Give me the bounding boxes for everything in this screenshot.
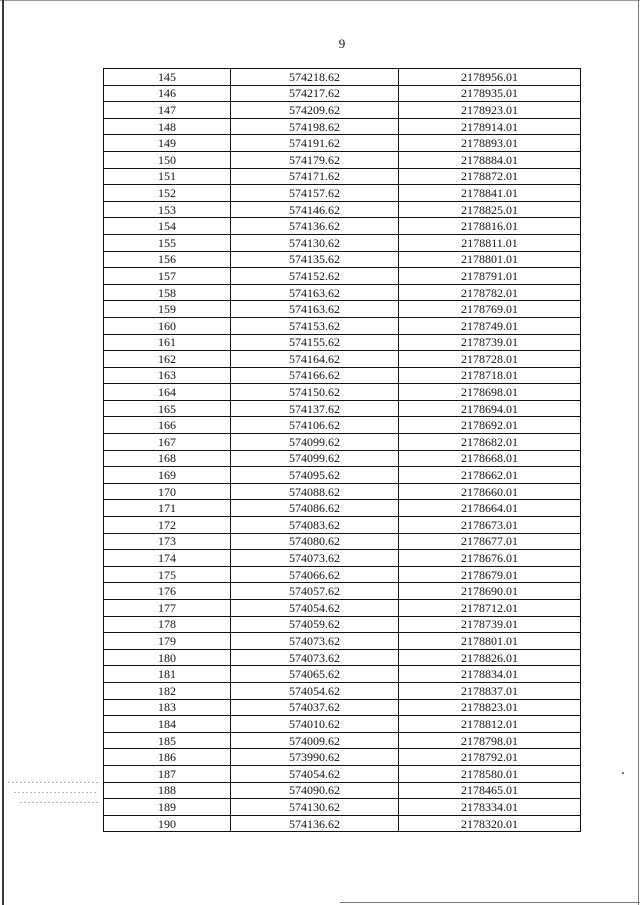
point-number-cell: 178 <box>104 616 231 633</box>
point-number-cell: 176 <box>104 583 231 600</box>
table-row <box>104 682 581 699</box>
x-coordinate-cell: 574059.62 <box>231 616 399 633</box>
x-coordinate-cell: 574135.62 <box>231 251 399 268</box>
table-row <box>104 600 581 617</box>
point-number-cell: 164 <box>104 384 231 401</box>
point-number-cell: 179 <box>104 633 231 650</box>
point-number-cell: 151 <box>104 168 231 185</box>
point-number-cell: 180 <box>104 649 231 666</box>
point-number-cell: 155 <box>104 234 231 251</box>
table-row <box>104 218 581 235</box>
table-row <box>104 749 581 766</box>
y-coordinate-cell: 2178956.01 <box>399 69 581 86</box>
y-coordinate-cell: 2178694.01 <box>399 400 581 417</box>
point-number-cell: 156 <box>104 251 231 268</box>
point-number-cell: 190 <box>104 815 231 832</box>
x-coordinate-cell: 574083.62 <box>231 517 399 534</box>
table-row <box>104 500 581 517</box>
y-coordinate-cell: 2178664.01 <box>399 500 581 517</box>
point-number-cell: 150 <box>104 151 231 168</box>
point-number-cell: 174 <box>104 550 231 567</box>
x-coordinate-cell: 574054.62 <box>231 682 399 699</box>
x-coordinate-cell: 574130.62 <box>231 234 399 251</box>
point-number-cell: 173 <box>104 533 231 550</box>
y-coordinate-cell: 2178801.01 <box>399 633 581 650</box>
x-coordinate-cell: 574198.62 <box>231 118 399 135</box>
x-coordinate-cell: 574152.62 <box>231 268 399 285</box>
x-coordinate-cell: 574010.62 <box>231 716 399 733</box>
table-row <box>104 185 581 202</box>
y-coordinate-cell: 2178884.01 <box>399 151 581 168</box>
x-coordinate-cell: 574153.62 <box>231 317 399 334</box>
table-row <box>104 434 581 451</box>
table-row <box>104 483 581 500</box>
table-row <box>104 384 581 401</box>
table-row <box>104 732 581 749</box>
y-coordinate-cell: 2178893.01 <box>399 135 581 152</box>
x-coordinate-cell: 574086.62 <box>231 500 399 517</box>
y-coordinate-cell: 2178334.01 <box>399 799 581 816</box>
y-coordinate-cell: 2178320.01 <box>399 815 581 832</box>
table-row <box>104 400 581 417</box>
table-row <box>104 317 581 334</box>
table-row <box>104 334 581 351</box>
x-coordinate-cell: 574073.62 <box>231 550 399 567</box>
x-coordinate-cell: 574137.62 <box>231 400 399 417</box>
point-number-cell: 165 <box>104 400 231 417</box>
scan-artifact <box>14 792 98 793</box>
x-coordinate-cell: 574073.62 <box>231 649 399 666</box>
y-coordinate-cell: 2178698.01 <box>399 384 581 401</box>
y-coordinate-cell: 2178798.01 <box>399 732 581 749</box>
point-number-cell: 167 <box>104 434 231 451</box>
table-row <box>104 533 581 550</box>
point-number-cell: 160 <box>104 317 231 334</box>
x-coordinate-cell: 574130.62 <box>231 799 399 816</box>
x-coordinate-cell: 574150.62 <box>231 384 399 401</box>
table-row <box>104 69 581 86</box>
point-number-cell: 161 <box>104 334 231 351</box>
x-coordinate-cell: 574037.62 <box>231 699 399 716</box>
point-number-cell: 185 <box>104 732 231 749</box>
y-coordinate-cell: 2178782.01 <box>399 284 581 301</box>
point-number-cell: 163 <box>104 367 231 384</box>
point-number-cell: 175 <box>104 566 231 583</box>
x-coordinate-cell: 574217.62 <box>231 85 399 102</box>
table-row <box>104 450 581 467</box>
point-number-cell: 169 <box>104 467 231 484</box>
point-number-cell: 159 <box>104 301 231 318</box>
y-coordinate-cell: 2178676.01 <box>399 550 581 567</box>
y-coordinate-cell: 2178690.01 <box>399 583 581 600</box>
y-coordinate-cell: 2178792.01 <box>399 749 581 766</box>
y-coordinate-cell: 2178837.01 <box>399 682 581 699</box>
table-row <box>104 85 581 102</box>
y-coordinate-cell: 2178679.01 <box>399 566 581 583</box>
y-coordinate-cell: 2178823.01 <box>399 699 581 716</box>
y-coordinate-cell: 2178660.01 <box>399 483 581 500</box>
table-row <box>104 301 581 318</box>
table-row <box>104 251 581 268</box>
table-row <box>104 583 581 600</box>
y-coordinate-cell: 2178739.01 <box>399 334 581 351</box>
x-coordinate-cell: 574163.62 <box>231 301 399 318</box>
x-coordinate-cell: 574209.62 <box>231 102 399 119</box>
y-coordinate-cell: 2178712.01 <box>399 600 581 617</box>
table-row <box>104 135 581 152</box>
point-number-cell: 187 <box>104 765 231 782</box>
point-number-cell: 184 <box>104 716 231 733</box>
x-coordinate-cell: 574164.62 <box>231 351 399 368</box>
table-row <box>104 417 581 434</box>
table-row <box>104 102 581 119</box>
table-row <box>104 517 581 534</box>
x-coordinate-cell: 574054.62 <box>231 600 399 617</box>
x-coordinate-cell: 574099.62 <box>231 450 399 467</box>
point-number-cell: 181 <box>104 666 231 683</box>
point-number-cell: 157 <box>104 268 231 285</box>
x-coordinate-cell: 574009.62 <box>231 732 399 749</box>
table-row <box>104 168 581 185</box>
point-number-cell: 158 <box>104 284 231 301</box>
y-coordinate-cell: 2178580.01 <box>399 765 581 782</box>
x-coordinate-cell: 574080.62 <box>231 533 399 550</box>
x-coordinate-cell: 574179.62 <box>231 151 399 168</box>
table-row <box>104 234 581 251</box>
table-row <box>104 550 581 567</box>
table-row <box>104 782 581 799</box>
y-coordinate-cell: 2178739.01 <box>399 616 581 633</box>
y-coordinate-cell: 2178728.01 <box>399 351 581 368</box>
y-coordinate-cell: 2178812.01 <box>399 716 581 733</box>
y-coordinate-cell: 2178749.01 <box>399 317 581 334</box>
y-coordinate-cell: 2178825.01 <box>399 201 581 218</box>
point-number-cell: 154 <box>104 218 231 235</box>
x-coordinate-cell: 574155.62 <box>231 334 399 351</box>
point-number-cell: 171 <box>104 500 231 517</box>
point-number-cell: 146 <box>104 85 231 102</box>
y-coordinate-cell: 2178677.01 <box>399 533 581 550</box>
scan-speck <box>622 772 624 774</box>
table-row <box>104 151 581 168</box>
x-coordinate-cell: 574054.62 <box>231 765 399 782</box>
y-coordinate-cell: 2178791.01 <box>399 268 581 285</box>
point-number-cell: 186 <box>104 749 231 766</box>
table-row <box>104 666 581 683</box>
y-coordinate-cell: 2178673.01 <box>399 517 581 534</box>
x-coordinate-cell: 574106.62 <box>231 417 399 434</box>
table-row <box>104 118 581 135</box>
x-coordinate-cell: 574166.62 <box>231 367 399 384</box>
y-coordinate-cell: 2178668.01 <box>399 450 581 467</box>
y-coordinate-cell: 2178801.01 <box>399 251 581 268</box>
x-coordinate-cell: 574136.62 <box>231 218 399 235</box>
y-coordinate-cell: 2178826.01 <box>399 649 581 666</box>
x-coordinate-cell: 574099.62 <box>231 434 399 451</box>
point-number-cell: 189 <box>104 799 231 816</box>
x-coordinate-cell: 574066.62 <box>231 566 399 583</box>
table-row <box>104 467 581 484</box>
table-row <box>104 815 581 832</box>
x-coordinate-cell: 574191.62 <box>231 135 399 152</box>
point-number-cell: 183 <box>104 699 231 716</box>
table-row <box>104 351 581 368</box>
scan-edge-left <box>2 0 4 905</box>
x-coordinate-cell: 574157.62 <box>231 185 399 202</box>
y-coordinate-cell: 2178718.01 <box>399 367 581 384</box>
coordinates-table-body <box>104 69 581 832</box>
x-coordinate-cell: 574090.62 <box>231 782 399 799</box>
y-coordinate-cell: 2178923.01 <box>399 102 581 119</box>
table-row <box>104 367 581 384</box>
y-coordinate-cell: 2178841.01 <box>399 185 581 202</box>
point-number-cell: 168 <box>104 450 231 467</box>
point-number-cell: 152 <box>104 185 231 202</box>
point-number-cell: 149 <box>104 135 231 152</box>
table-row <box>104 284 581 301</box>
y-coordinate-cell: 2178692.01 <box>399 417 581 434</box>
point-number-cell: 145 <box>104 69 231 86</box>
y-coordinate-cell: 2178935.01 <box>399 85 581 102</box>
point-number-cell: 172 <box>104 517 231 534</box>
x-coordinate-cell: 574171.62 <box>231 168 399 185</box>
x-coordinate-cell: 574163.62 <box>231 284 399 301</box>
point-number-cell: 166 <box>104 417 231 434</box>
scan-artifact <box>20 802 98 803</box>
y-coordinate-cell: 2178914.01 <box>399 118 581 135</box>
coordinates-table <box>103 68 581 832</box>
x-coordinate-cell: 574136.62 <box>231 815 399 832</box>
x-coordinate-cell: 574218.62 <box>231 69 399 86</box>
point-number-cell: 153 <box>104 201 231 218</box>
table-row <box>104 799 581 816</box>
x-coordinate-cell: 574057.62 <box>231 583 399 600</box>
scan-edge-top <box>0 0 640 1</box>
scan-edge-bottom <box>340 902 640 903</box>
x-coordinate-cell: 574146.62 <box>231 201 399 218</box>
table-row <box>104 699 581 716</box>
point-number-cell: 162 <box>104 351 231 368</box>
point-number-cell: 177 <box>104 600 231 617</box>
point-number-cell: 147 <box>104 102 231 119</box>
point-number-cell: 182 <box>104 682 231 699</box>
x-coordinate-cell: 574095.62 <box>231 467 399 484</box>
x-coordinate-cell: 574073.62 <box>231 633 399 650</box>
table-row <box>104 765 581 782</box>
x-coordinate-cell: 573990.62 <box>231 749 399 766</box>
y-coordinate-cell: 2178816.01 <box>399 218 581 235</box>
table-row <box>104 268 581 285</box>
y-coordinate-cell: 2178682.01 <box>399 434 581 451</box>
y-coordinate-cell: 2178811.01 <box>399 234 581 251</box>
x-coordinate-cell: 574088.62 <box>231 483 399 500</box>
point-number-cell: 188 <box>104 782 231 799</box>
table-row <box>104 649 581 666</box>
point-number-cell: 170 <box>104 483 231 500</box>
scan-artifact <box>8 782 98 783</box>
y-coordinate-cell: 2178872.01 <box>399 168 581 185</box>
table-row <box>104 616 581 633</box>
table-row <box>104 566 581 583</box>
x-coordinate-cell: 574065.62 <box>231 666 399 683</box>
y-coordinate-cell: 2178662.01 <box>399 467 581 484</box>
scan-edge-right <box>638 0 639 905</box>
table-row <box>104 716 581 733</box>
table-row <box>104 633 581 650</box>
point-number-cell: 148 <box>104 118 231 135</box>
table-row <box>104 201 581 218</box>
y-coordinate-cell: 2178834.01 <box>399 666 581 683</box>
page-number: 9 <box>338 36 346 51</box>
y-coordinate-cell: 2178769.01 <box>399 301 581 318</box>
y-coordinate-cell: 2178465.01 <box>399 782 581 799</box>
